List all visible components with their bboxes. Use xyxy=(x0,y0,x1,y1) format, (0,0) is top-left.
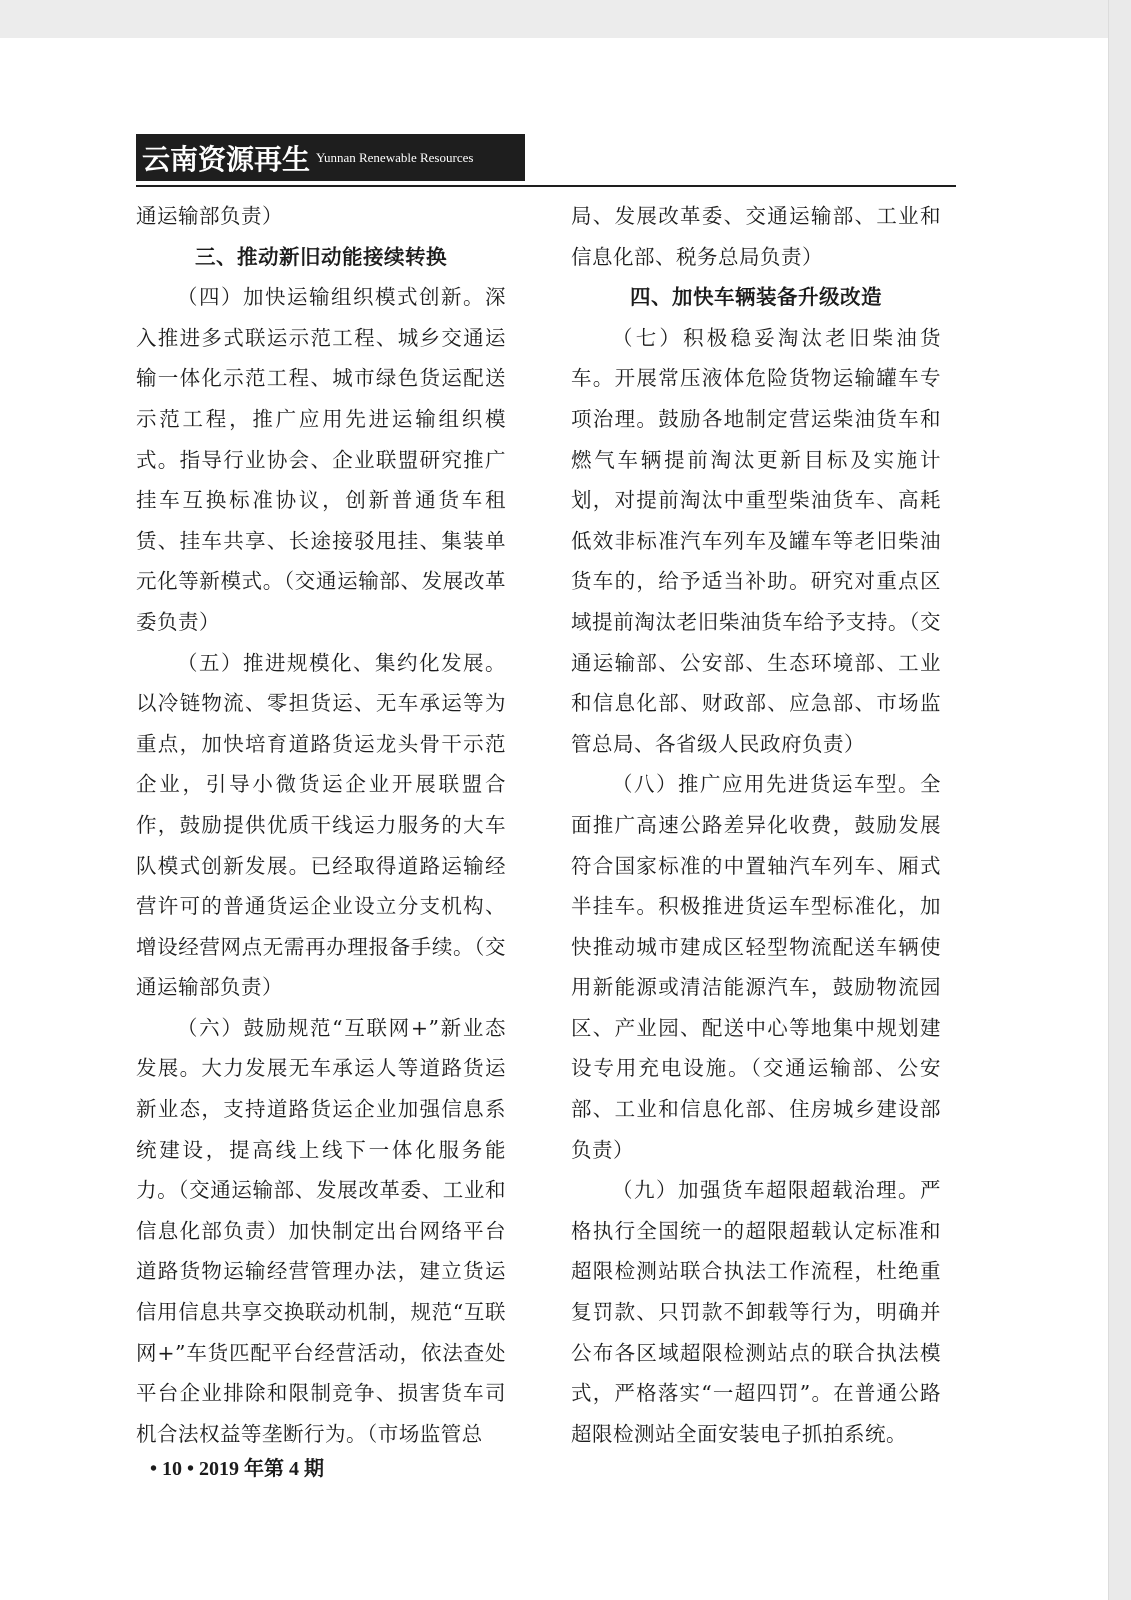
paragraph: （九）加强货车超限超载治理。严格执行全国统一的超限超载认定标准和超限检测站联合执法工作流程，杜绝重复罚款、只罚款不卸载等行为，明确并公布各区域超限检测站点的联合执法模式，严格落实“一超四罚”。在普通公路超限检测站全面安装电子抓拍系统。 xyxy=(571,1178,941,1446)
paragraph: （六）鼓励规范“互联网+”新业态发展。大力发展无车承运人等道路货运新业态，支持道路货运企业加强信息系统建设，提高线上线下一体化服务能力。（交通运输部、发展改革委、工业和信息化部负责）加快制定出台网络平台道路货物运输经营管理办法，建立货运信用信息共享交换联动机制，规范“互联网+”车货匹配平台经营活动，依法查处平台企业排除和限制竞争、损害货车司机合法权益等垄断行为。（市场监管总 xyxy=(136,1015,506,1446)
journal-title-en: Yunnan Renewable Resources xyxy=(316,149,474,165)
header-rule xyxy=(136,185,956,187)
page-footer: • 10 • 2019 年第 4 期 xyxy=(150,1458,325,1480)
paragraph: （四）加快运输组织模式创新。深入推进多式联运示范工程、城乡交通运输一体化示范工程、城市绿色货运配送示范工程，推广应用先进运输组织模式。指导行业协会、企业联盟研究推广挂车互换标准协议，创新普通货车租赁、挂车共享、长途接驳甩挂、集装单元化等新模式。（交通运输部、发展改革委负责） xyxy=(136,285,506,634)
scan-right-margin xyxy=(1108,0,1131,1600)
paragraph: （八）推广应用先进货运车型。全面推广高速公路差异化收费，鼓励发展符合国家标准的中置轴汽车列车、厢式半挂车。积极推进货运车型标准化，加快推动城市建成区轻型物流配送车辆使用新能源或清洁能源汽车，鼓励物流园区、产业园、配送中心等地集中规划建设专用充电设施。（交通运输部、公安部、工业和信息化部、住房城乡建设部负责） xyxy=(571,772,941,1162)
scan-top-margin xyxy=(0,0,1131,38)
left-column xyxy=(136,196,506,1454)
paragraph: 通运输部负责） xyxy=(136,204,283,228)
paragraph: （五）推进规模化、集约化发展。以冷链物流、零担货运、无车承运等为重点，加快培育道路货运龙头骨干示范企业，引导小微货运企业开展联盟合作，鼓励提供优质干线运力服务的大车队模式创新发展。已经取得道路运输经营许可的普通货运企业设立分支机构、增设经营网点无需再办理报备手续。（交通运输部负责） xyxy=(136,650,506,1000)
right-column xyxy=(571,196,941,1454)
journal-header-logo xyxy=(136,134,525,181)
paragraph: （七）积极稳妥淘汰老旧柴油货车。开展常压液体危险货物运输罐车专项治理。鼓励各地制定营运柴油货车和燃气车辆提前淘汰更新目标及实施计划，对提前淘汰中重型柴油货车、高耗低效非标准汽车列车及罐车等老旧柴油货车的，给予适当补助。研究对重点区域提前淘汰老旧柴油货车给予支持。（交通运输部、公安部、生态环境部、工业和信息化部、财政部、应急部、市场监管总局、各省级人民政府负责） xyxy=(571,325,941,756)
section-heading-3: 三、推动新旧动能接续转换 xyxy=(195,244,447,269)
journal-title-cn: 云南资源再生 xyxy=(142,142,311,176)
paragraph: 局、发展改革委、交通运输部、工业和信息化部、税务总局负责） xyxy=(571,204,941,269)
section-heading-4: 四、加快车辆装备升级改造 xyxy=(630,285,882,310)
